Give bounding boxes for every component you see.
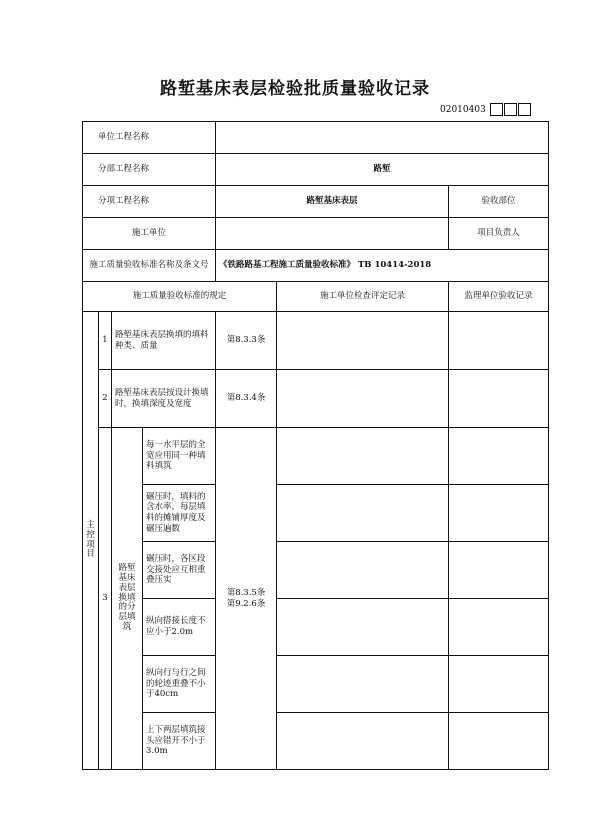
construction-check-header: 施工单位检查评定记录 bbox=[277, 282, 449, 312]
subitem-project-value[interactable]: 路堑基床表层 bbox=[216, 186, 449, 218]
item-number: 1 bbox=[99, 312, 112, 370]
record-cell[interactable] bbox=[449, 370, 549, 428]
clause-a: 第8.3.5条 bbox=[226, 587, 266, 598]
standard-name-label: 施工质量验收标准名称及条文号 bbox=[83, 250, 216, 282]
record-cell[interactable] bbox=[449, 312, 549, 370]
record-cell[interactable] bbox=[449, 542, 549, 599]
record-cell[interactable] bbox=[449, 656, 549, 713]
check-cell[interactable] bbox=[277, 485, 449, 542]
page-title: 路堑基床表层检验批质量验收记录 bbox=[160, 79, 430, 99]
sub-item-description: 纵向行与行之间的轮迹重叠不小于40cm bbox=[143, 656, 216, 713]
sub-item-description: 碾压时，填料的含水率，每层填料的摊铺厚度及碾压遍数 bbox=[143, 485, 216, 542]
sub-item-description: 上下两层填筑接头应错开不小于3.0m bbox=[143, 713, 216, 770]
code-box-1[interactable] bbox=[490, 103, 503, 116]
item-clause bbox=[216, 428, 277, 770]
code-box-3[interactable] bbox=[518, 103, 531, 116]
construction-unit-value[interactable] bbox=[216, 218, 449, 250]
record-cell[interactable] bbox=[449, 485, 549, 542]
unit-project-value[interactable] bbox=[216, 122, 549, 154]
record-cell[interactable] bbox=[449, 599, 549, 656]
acceptance-location-label: 验收部位 bbox=[449, 186, 549, 218]
standard-rules-header: 施工质量验收标准的规定 bbox=[83, 282, 277, 312]
unit-project-label: 单位工程名称 bbox=[83, 122, 216, 154]
check-cell[interactable] bbox=[277, 599, 449, 656]
item-description: 路堑基床表层换填的填料种类、质量 bbox=[112, 312, 216, 370]
sub-item-description: 每一水平层的全宽应用同一种填料填筑 bbox=[143, 428, 216, 485]
check-cell[interactable] bbox=[277, 428, 449, 485]
form-code: 02010403 bbox=[440, 104, 486, 115]
division-project-label: 分部工程名称 bbox=[83, 154, 216, 186]
construction-unit-label: 施工单位 bbox=[83, 218, 216, 250]
item-group: 路堑基床表层换填的分层填筑 bbox=[112, 428, 143, 770]
item-clause: 第8.3.4条 bbox=[216, 370, 277, 428]
record-cell[interactable] bbox=[449, 428, 549, 485]
item-clause: 第8.3.3条 bbox=[216, 312, 277, 370]
project-leader-label: 项目负责人 bbox=[449, 218, 549, 250]
item-description: 路堑基床表层按设计换填时，换填深度及宽度 bbox=[112, 370, 216, 428]
check-cell[interactable] bbox=[277, 370, 449, 428]
check-cell[interactable] bbox=[277, 312, 449, 370]
check-cell[interactable] bbox=[277, 713, 449, 770]
standard-name-value[interactable]: 《铁路路基工程施工质量验收标准》 TB 10414-2018 bbox=[216, 250, 549, 282]
sub-item-description: 纵向搭接长度不应小于2.0m bbox=[143, 599, 216, 656]
record-cell[interactable] bbox=[449, 713, 549, 770]
form-code-row bbox=[440, 103, 531, 116]
item-number: 2 bbox=[99, 370, 112, 428]
item-number: 3 bbox=[99, 428, 112, 770]
acceptance-table bbox=[82, 121, 549, 770]
check-cell[interactable] bbox=[277, 542, 449, 599]
main-items-label: 主控项目 bbox=[83, 312, 99, 770]
clause-b: 第9.2.6条 bbox=[226, 598, 266, 609]
supervision-record-header: 监理单位验收记录 bbox=[449, 282, 549, 312]
sub-item-description: 碾压时，各区段交接处应互相重叠压实 bbox=[143, 542, 216, 599]
division-project-value[interactable]: 路堑 bbox=[216, 154, 549, 186]
check-cell[interactable] bbox=[277, 656, 449, 713]
code-box-2[interactable] bbox=[504, 103, 517, 116]
subitem-project-label: 分项工程名称 bbox=[83, 186, 216, 218]
